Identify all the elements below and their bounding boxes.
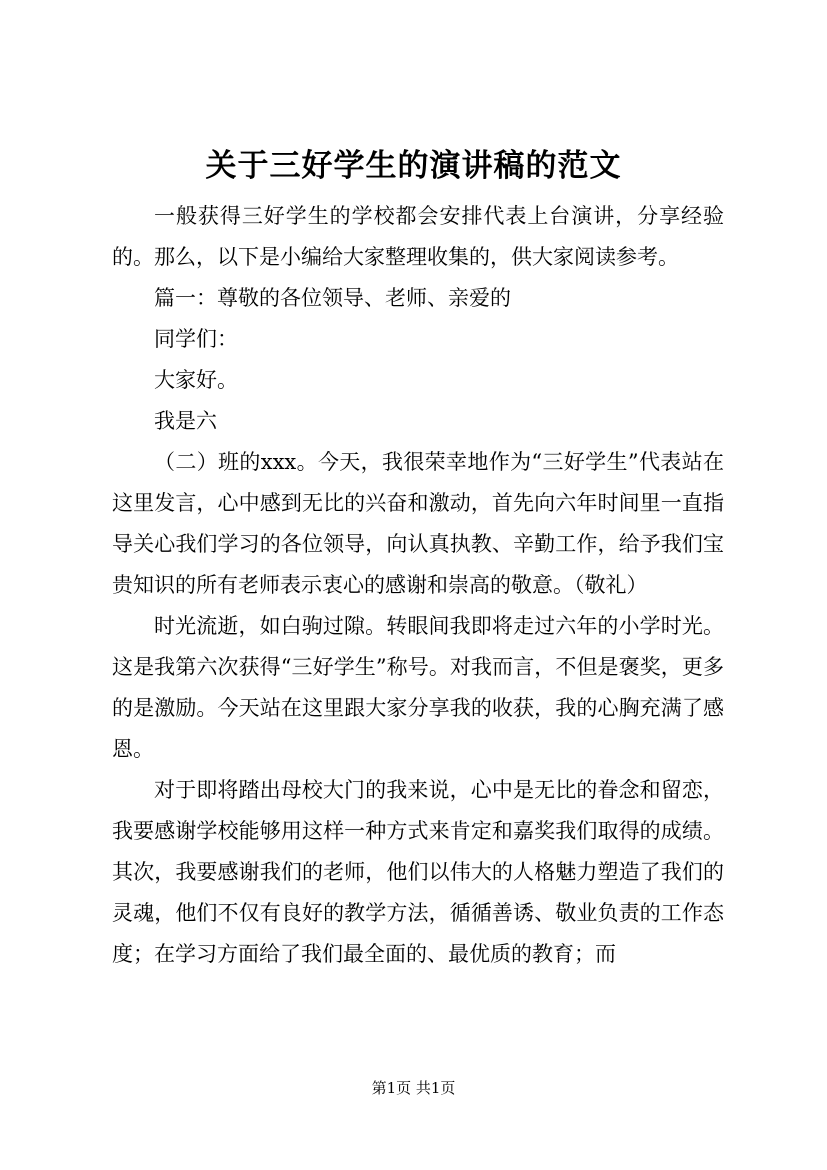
page-footer: 第1页 共1页 [371, 1079, 456, 1097]
paragraph: 我是六 [154, 409, 217, 433]
paragraph: 对于即将踏出母校大门的我来说，心中是无比的眷念和留恋，我要感谢学校能够用这样一种方式来肯定和嘉奖我们取得的成绩。其次，我要感谢我们的老师，他们以伟大的人格魅力塑造了我们的灵魂，他们不仅有良好的教学方法，循循善诱、敬业负责的工作态度；在学习方面给了我们最全面的、最优质的教育；而 [112, 778, 724, 966]
paragraph: 时光流逝，如白驹过隙。转眼间我即将走过六年的小学时光。这是我第六次获得“三好学生”称号。对我而言，不但是褒奖，更多的是激励。今天站在这里跟大家分享我的收获，我的心胸充满了感恩。 [112, 614, 724, 761]
paragraph: 篇一：尊敬的各位领导、老师、亲爱的 [154, 286, 511, 310]
paragraph: 同学们： [154, 327, 238, 351]
paragraph: 大家好。 [154, 368, 238, 392]
document-title: 关于三好学生的演讲稿的范文 [205, 148, 622, 184]
document-body [112, 196, 724, 975]
paragraph: 一般获得三好学生的学校都会安排代表上台演讲，分享经验的。那么，以下是小编给大家整理收集的，供大家阅读参考。 [112, 204, 724, 269]
paragraph: （二）班的xxx。今天，我很荣幸地作为“三好学生”代表站在这里发言，心中感到无比的兴奋和激动，首先向六年时间里一直指导关心我们学习的各位领导，向认真执教、辛勤工作，给予我们宝贵知识的所有老师表示衷心的感谢和崇高的敬意。（敬礼） [112, 450, 724, 597]
